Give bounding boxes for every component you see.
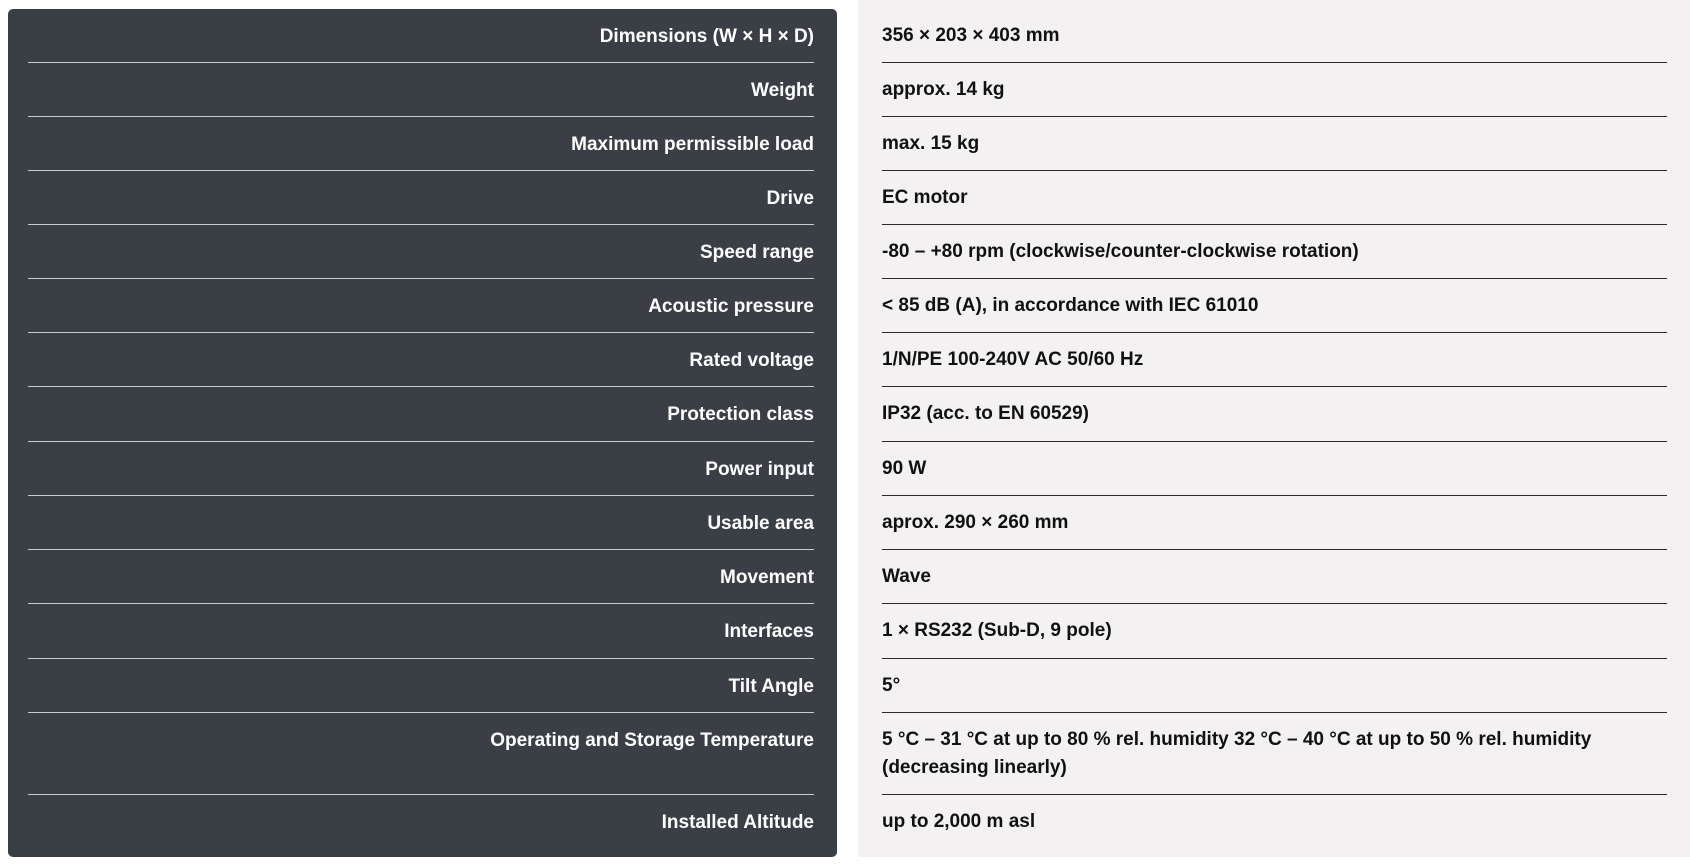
spec-row-tilt-angle: [0, 658, 1690, 712]
spec-value: 90 W: [882, 441, 1667, 495]
spec-value: IP32 (acc. to EN 60529): [882, 386, 1667, 441]
spec-value: 1 × RS232 (Sub-D, 9 pole): [882, 603, 1667, 658]
spec-row-acoustic-pressure: [0, 278, 1690, 332]
spec-value: -80 – +80 rpm (clockwise/counter-clockwise rotation): [882, 224, 1667, 278]
spec-row-speed-range: [0, 224, 1690, 278]
spec-row-altitude: [0, 794, 1690, 849]
spec-value: 1/N/PE 100-240V AC 50/60 Hz: [882, 332, 1667, 386]
spec-label: Drive: [28, 170, 814, 224]
spec-row-drive: [0, 170, 1690, 224]
spec-row-protection-class: [0, 386, 1690, 441]
spec-label: Protection class: [28, 386, 814, 441]
spec-row-power-input: [0, 441, 1690, 495]
spec-value: < 85 dB (A), in accordance with IEC 61010: [882, 278, 1667, 332]
spec-value: approx. 14 kg: [882, 62, 1667, 116]
spec-value: Wave: [882, 549, 1667, 603]
spec-label: Speed range: [28, 224, 814, 278]
spec-value: max. 15 kg: [882, 116, 1667, 170]
spec-row-max-load: [0, 116, 1690, 170]
spec-label: Weight: [28, 62, 814, 116]
spec-row-movement: [0, 549, 1690, 603]
spec-label: Usable area: [28, 495, 814, 549]
spec-value: aprox. 290 × 260 mm: [882, 495, 1667, 549]
spec-label: Maximum permissible load: [28, 116, 814, 170]
spec-label: Power input: [28, 441, 814, 495]
spec-value: 5°: [882, 658, 1667, 712]
spec-label: Dimensions (W × H × D): [599, 26, 814, 47]
spec-row-dimensions: [0, 9, 1690, 62]
spec-label: Interfaces: [28, 603, 814, 658]
spec-row-interfaces: [0, 603, 1690, 658]
spec-label: Movement: [28, 549, 814, 603]
spec-label: Installed Altitude: [28, 794, 814, 849]
spec-label: Operating and Storage Temperature: [28, 712, 814, 794]
spec-label: Rated voltage: [28, 332, 814, 386]
spec-row-usable-area: [0, 495, 1690, 549]
spec-value: 5 °C – 31 °C at up to 80 % rel. humidity 32 °C – 40 °C at up to 50 % rel. humidity (decreasing linearly): [882, 712, 1667, 794]
spec-value: up to 2,000 m asl: [882, 794, 1667, 849]
spec-row-rated-voltage: [0, 332, 1690, 386]
spec-value: EC motor: [882, 170, 1667, 224]
spec-row-temperature: [0, 712, 1690, 794]
spec-label: Acoustic pressure: [28, 278, 814, 332]
spec-value: 356 × 203 × 403 mm: [882, 25, 1060, 46]
spec-row-weight: [0, 62, 1690, 116]
spec-label: Tilt Angle: [28, 658, 814, 712]
